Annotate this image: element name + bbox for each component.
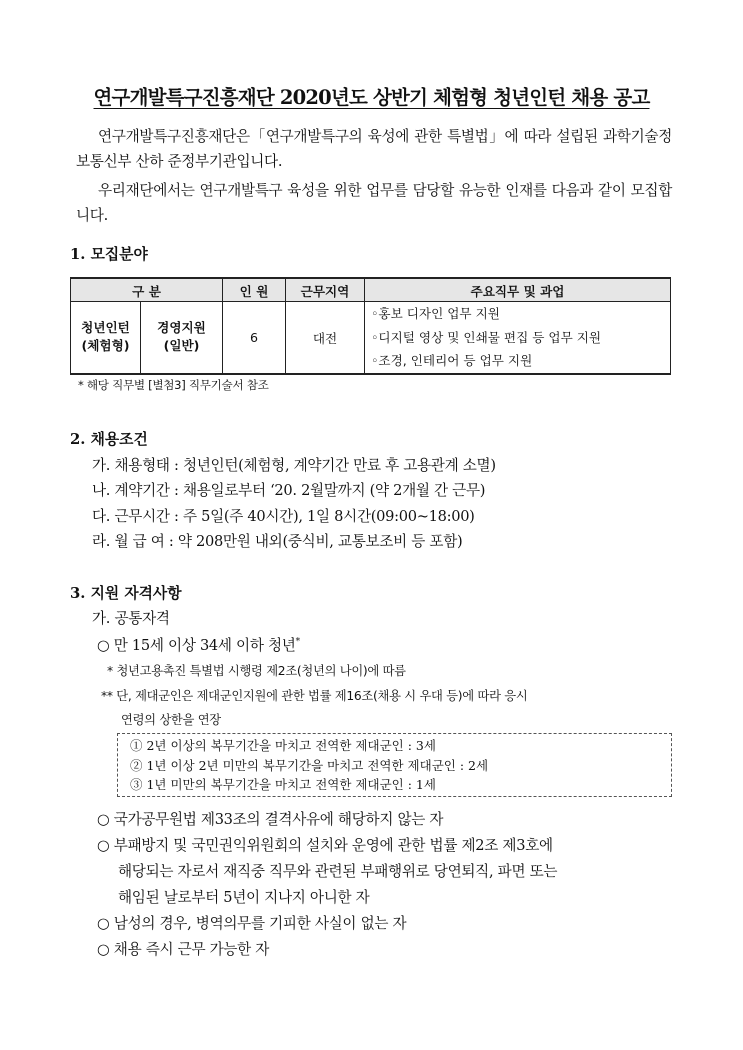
duty-item: ◦홍보 디자인 업무 지원 <box>371 306 500 321</box>
veteran-rule-2: ② 1년 이상 2년 미만의 복무기간을 마치고 전역한 제대군인 : 2세 <box>130 757 489 773</box>
table-header-row <box>71 278 671 302</box>
table-footnote: * 해당 직무별 [별첨3] 직무기술서 참조 <box>78 378 269 392</box>
condition-period: 나. 계약기간 : 채용일로부터 ‘20. 2월말까지 (약 2개월 간 근무) <box>92 482 486 499</box>
veteran-rule-3: ③ 1년 미만의 복무기간을 마치고 전역한 제대군인 : 1세 <box>130 777 436 792</box>
header-category: 구 분 <box>71 278 223 302</box>
condition-hours: 다. 근무시간 : 주 5일(주 40시간), 1일 8시간(09:00~18:00) <box>92 508 475 525</box>
veteran-extension-box <box>117 733 672 797</box>
qualification-anticorruption: ○ 부패방지 및 국민권익위원회의 설치와 운영에 관한 법률 제2조 제3호에 <box>97 837 553 854</box>
age-note-2-cont: 연령의 상한을 연장 <box>121 713 221 727</box>
age-note-1: * 청년고용촉진 특별법 시행령 제2조(청년의 나이)에 따름 <box>107 664 406 678</box>
intro-paragraph-1: 연구개발특구진흥재단은「연구개발특구의 육성에 관한 특별법」에 따라 설립된 과학기술정보통신부 산하 준정부기관입니다. <box>76 128 672 170</box>
cell-category-1: 청년인턴 (체험형) <box>71 302 141 374</box>
section-2-heading: 2. 채용조건 <box>70 431 148 448</box>
veteran-rule-1: ① 2년 이상의 복무기간을 마치고 전역한 제대군인 : 3세 <box>130 738 436 753</box>
section-1-heading: 1. 모집분야 <box>70 246 148 263</box>
page-title: 연구개발특구진흥재단 2020년도 상반기 체험형 청년인턴 채용 공고 <box>93 86 650 109</box>
cell-category-2: 경영지원 (일반) <box>141 302 223 374</box>
condition-salary: 라. 월 급 여 : 약 208만원 내외(중식비, 교통보조비 등 포함) <box>92 533 463 550</box>
condition-type: 가. 채용형태 : 청년인턴(체험형, 계약기간 만료 후 고용관계 소멸) <box>92 457 496 474</box>
qualification-military: ○ 남성의 경우, 병역의무를 기피한 사실이 없는 자 <box>97 915 407 932</box>
recruitment-table <box>70 277 671 375</box>
section-3-heading: 3. 지원 자격사항 <box>70 585 182 602</box>
cell-duties <box>365 302 671 374</box>
header-location: 근무지역 <box>286 278 365 302</box>
qualification-disqualification: ○ 국가공무원법 제33조의 결격사유에 해당하지 않는 자 <box>97 811 444 828</box>
header-duties: 주요직무 및 과업 <box>365 278 671 302</box>
intro-paragraph-2: 우리재단에서는 연구개발특구 육성을 위한 업무를 담당할 유능한 인재를 다음과 같이 모집합니다. <box>76 182 672 224</box>
cell-location: 대전 <box>286 302 365 374</box>
qualification-age: ○ 만 15세 이상 34세 이하 청년* <box>97 637 300 654</box>
duty-item: ◦조경, 인테리어 등 업무 지원 <box>371 353 533 368</box>
qualification-anticorruption-cont-1: 해당되는 자로서 재직중 직무와 관련된 부패행위로 당연퇴직, 파면 또는 <box>118 863 558 880</box>
common-qualifications-heading: 가. 공통자격 <box>92 610 170 627</box>
duty-item: ◦디지털 영상 및 인쇄물 편집 등 업무 지원 <box>371 329 602 345</box>
qualification-availability: ○ 채용 즉시 근무 가능한 자 <box>97 941 270 958</box>
header-count: 인 원 <box>223 278 286 302</box>
table-row <box>71 302 671 374</box>
qualification-anticorruption-cont-2: 해임된 날로부터 5년이 지나지 아니한 자 <box>118 889 370 906</box>
age-note-2: ** 단, 제대군인은 제대군인지원에 관한 법률 제16조(채용 시 우대 등)에 따라 응시 <box>101 689 528 703</box>
cell-count: 6 <box>223 302 286 374</box>
